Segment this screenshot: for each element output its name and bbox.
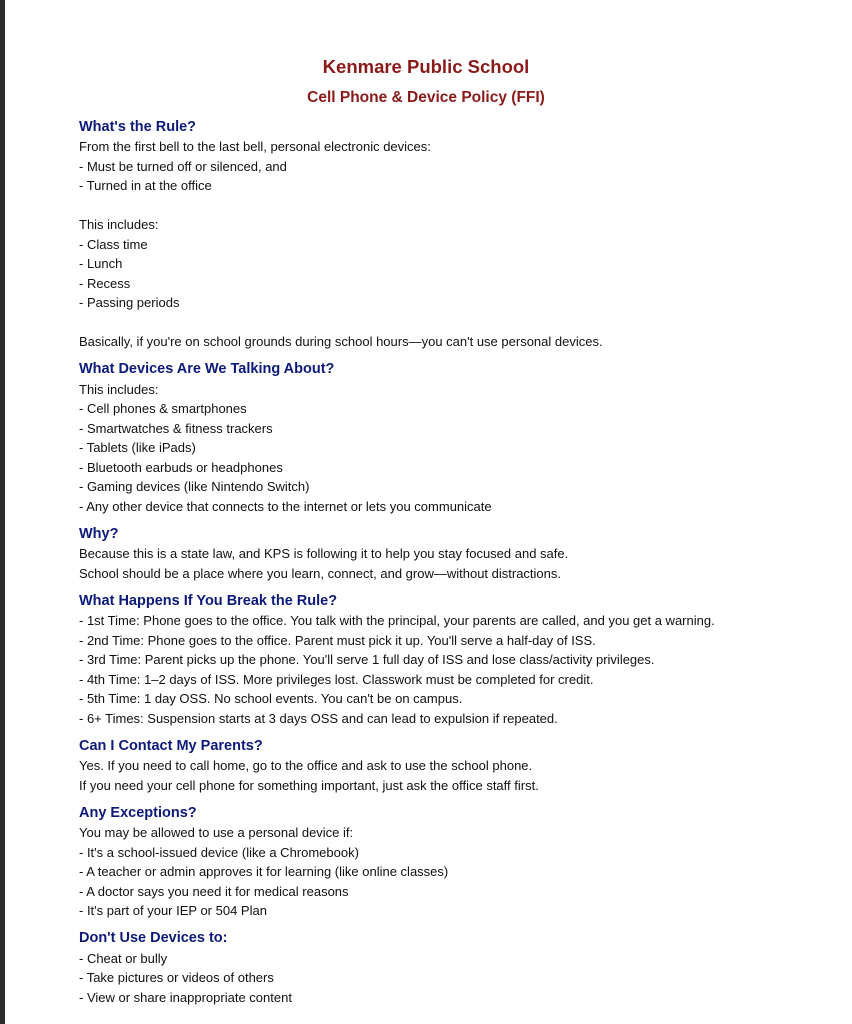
body-line: - It's a school-issued device (like a Chromebook) bbox=[79, 844, 359, 860]
body-line: - Turned in at the office bbox=[79, 178, 212, 193]
section-heading: What Devices Are We Talking About? bbox=[79, 361, 335, 377]
body-line: - 1st Time: Phone goes to the office. You talk with the principal, your parents are called, and you get a warning. bbox=[79, 613, 715, 628]
body-line: From the first bell to the last bell, personal electronic devices: bbox=[79, 139, 431, 154]
body-line: - Gaming devices (like Nintendo Switch) bbox=[79, 479, 310, 494]
section-heading: Any Exceptions? bbox=[79, 804, 197, 821]
body-line: - A doctor says you need it for medical reasons bbox=[79, 883, 349, 899]
body-line: - It's part of your IEP or 504 Plan bbox=[79, 903, 267, 918]
body-line: - Tablets (like iPads) bbox=[79, 440, 196, 455]
body-line: - 5th Time: 1 day OSS. No school events. You can't be on campus. bbox=[79, 691, 463, 706]
policy-section bbox=[79, 352, 819, 517]
policy-section bbox=[79, 728, 819, 795]
body-line: - Passing periods bbox=[79, 295, 180, 310]
body-line: This includes: bbox=[79, 217, 159, 232]
body-line: Yes. If you need to call home, go to the office and ask to use the school phone. bbox=[79, 758, 533, 773]
body-line: - 3rd Time: Parent picks up the phone. You'll serve 1 full day of ISS and lose class/activity privileges. bbox=[79, 652, 655, 667]
body-line: This includes: bbox=[79, 381, 159, 397]
body-line: - Smartwatches & fitness trackers bbox=[79, 420, 273, 436]
document-subtitle: Cell Phone & Device Policy (FFI) bbox=[307, 89, 545, 106]
body-line: - 2nd Time: Phone goes to the office. Parent must pick it up. You'll serve a half-day of ISS. bbox=[79, 632, 596, 648]
section-heading: What Happens If You Break the Rule? bbox=[79, 592, 338, 609]
policy-section bbox=[79, 516, 819, 583]
body-line: - Must be turned off or silenced, and bbox=[79, 158, 287, 174]
section-heading: What's the Rule? bbox=[79, 118, 197, 135]
section-heading: Don't Use Devices to: bbox=[79, 930, 228, 946]
body-line: - A teacher or admin approves it for learning (like online classes) bbox=[79, 864, 449, 879]
body-line: - Take pictures or videos of others bbox=[79, 970, 274, 985]
body-line: - Class time bbox=[79, 236, 148, 252]
blank-line bbox=[79, 313, 819, 333]
policy-section bbox=[79, 118, 819, 352]
body-line: - Lunch bbox=[79, 256, 123, 271]
body-line: - Cell phones & smartphones bbox=[79, 401, 247, 416]
body-line: - Any other device that connects to the internet or lets you communicate bbox=[79, 498, 492, 514]
document-title: Kenmare Public School bbox=[322, 56, 530, 77]
viewer-edge bbox=[0, 0, 5, 1024]
body-line: You may be allowed to use a personal device if: bbox=[79, 825, 354, 840]
section-heading: Can I Contact My Parents? bbox=[79, 737, 263, 754]
policy-section bbox=[79, 583, 819, 728]
policy-section bbox=[79, 795, 819, 921]
body-line: - View or share inappropriate content bbox=[79, 989, 292, 1005]
blank-line bbox=[79, 196, 819, 216]
body-line: - Bluetooth earbuds or headphones bbox=[79, 459, 283, 475]
policy-section bbox=[79, 921, 819, 1008]
body-line: If you need your cell phone for something important, just ask the office staff first. bbox=[79, 777, 539, 793]
body-line: - 4th Time: 1–2 days of ISS. More privileges lost. Classwork must be completed for credit. bbox=[79, 671, 594, 687]
policy-sections bbox=[79, 118, 819, 1008]
body-line: - Recess bbox=[79, 275, 131, 291]
body-line: Basically, if you're on school grounds during school hours—you can't use personal devices. bbox=[79, 334, 603, 349]
section-heading: Why? bbox=[79, 525, 119, 542]
document-page bbox=[79, 55, 819, 1007]
body-line: - 6+ Times: Suspension starts at 3 days OSS and can lead to expulsion if repeated. bbox=[79, 710, 558, 726]
body-line: - Cheat or bully bbox=[79, 950, 168, 966]
body-line: School should be a place where you learn, connect, and grow—without distractions. bbox=[79, 565, 562, 581]
body-line: Because this is a state law, and KPS is following it to help you stay focused and safe. bbox=[79, 546, 569, 561]
